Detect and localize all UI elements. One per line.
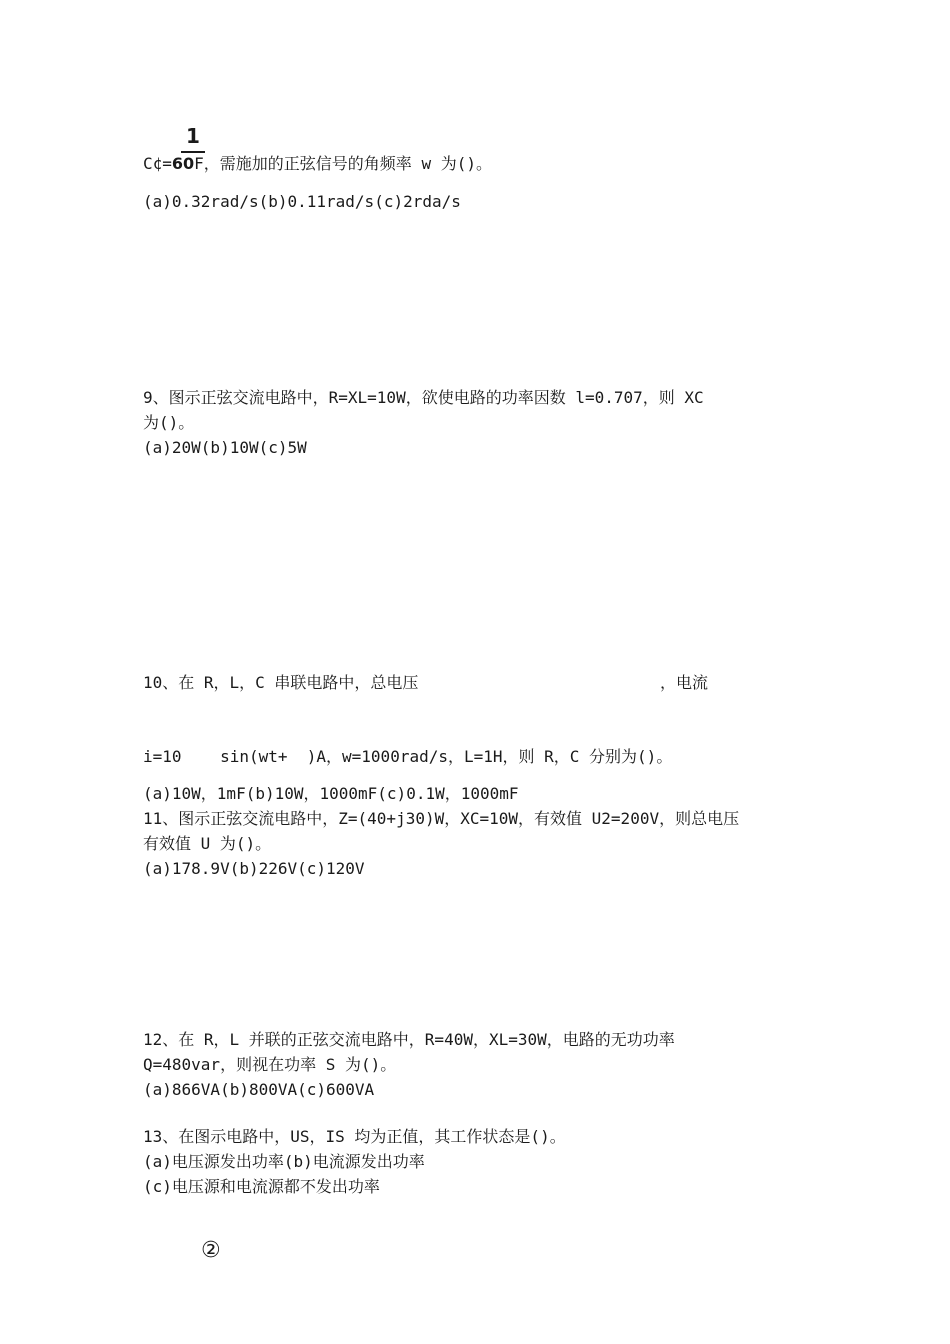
q10-stem-line1-right: ，电流: [660, 673, 709, 692]
q11-stem-line1: 11、图示正弦交流电路中，Z=(40+j30)W，XC=10W，有效值 U2=200V，则总电压: [143, 809, 740, 828]
q13-options-line2: (c)电压源和电流源都不发出功率: [143, 1177, 380, 1196]
q13-options-line1: (a)电压源发出功率(b)电流源发出功率: [143, 1152, 425, 1171]
q8-stem: [143, 154, 492, 174]
q9-stem-line2: 为()。: [143, 413, 195, 432]
q8-formula-prefix: C¢=: [143, 154, 172, 173]
q8-options: (a)0.32rad/s(b)0.11rad/s(c)2rda/s: [143, 192, 461, 211]
q12-options: (a)866VA(b)800VA(c)600VA: [143, 1080, 375, 1099]
q8-fraction-denominator: 60: [171, 154, 195, 173]
fraction-bar: [181, 151, 205, 153]
q10-options: (a)10W，1mF(b)10W，1000mF(c)0.1W，1000mF: [143, 784, 519, 803]
q9-stem-line1: 9、图示正弦交流电路中，R=XL=10W，欲使电路的功率因数 l=0.707，则 XC: [143, 388, 704, 407]
circled-number-mark: ②: [201, 1238, 221, 1263]
q8-stem-rest: F，需施加的正弦信号的角频率 w 为()。: [194, 154, 492, 173]
q13-stem-line1: 13、在图示电路中，US，IS 均为正值，其工作状态是()。: [143, 1127, 566, 1146]
q12-stem-line1: 12、在 R，L 并联的正弦交流电路中，R=40W，XL=30W，电路的无功功率: [143, 1030, 675, 1049]
q12-stem-line2: Q=480var，则视在功率 S 为()。: [143, 1055, 397, 1074]
q11-options: (a)178.9V(b)226V(c)120V: [143, 859, 365, 878]
q9-options: (a)20W(b)10W(c)5W: [143, 438, 307, 457]
fraction-numerator: 1: [186, 124, 200, 148]
q10-stem-line1-left: 10、在 R，L，C 串联电路中，总电压: [143, 673, 419, 692]
q11-stem-line2: 有效值 U 为()。: [143, 834, 272, 853]
q10-stem-line2: i=10 sin(wt+ )A，w=1000rad/s，L=1H，则 R，C 分别为()。: [143, 747, 673, 766]
